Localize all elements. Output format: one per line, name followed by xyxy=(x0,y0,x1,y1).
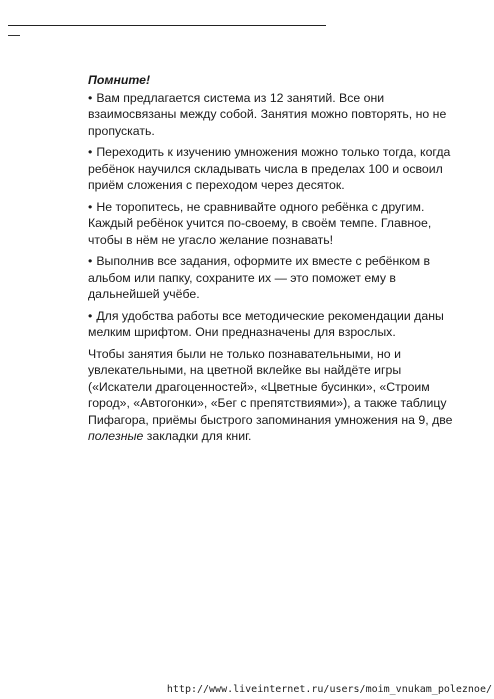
bullet-text-5: Для удобства работы все методические рекомендации даны мелким шрифтом. Они предназначены для взрослых. xyxy=(88,308,444,339)
bullet-icon: • xyxy=(88,254,93,268)
bullet-item-5 xyxy=(88,308,464,341)
footer-url: http://www.liveinternet.ru/users/moim_vnukam_poleznoe/ xyxy=(166,684,492,695)
bullet-item-1 xyxy=(88,90,464,140)
bullet-text-3: Не торопитесь, не сравнивайте одного ребёнка с другим. Каждый ребёнок учится по-своему, в своём темпе. Главное, чтобы в нём не угасло желание познавать! xyxy=(88,199,432,247)
document-body xyxy=(88,72,464,445)
bullet-item-3 xyxy=(88,199,464,249)
bullet-icon: • xyxy=(88,145,93,159)
heading: Помните! xyxy=(88,73,151,87)
bullet-text-1: Вам предлагается система из 12 занятий. Все они взаимосвязаны между собой. Занятия можно повторять, но не пропускать. xyxy=(88,90,447,138)
top-mark xyxy=(8,35,20,36)
bullet-icon: • xyxy=(88,308,93,323)
closing-text-start: Чтобы занятия были не только познавательными, но и увлекательными, на цветной вклейке вы найдёте игры («Искатели драгоценностей», «Цветные бусинки», «Строим город», «Автогонки», «Бег с препятствиями»), а также таблицу Пифагора, приёмы быстрого запоминания умножения на 9, две xyxy=(88,346,453,427)
closing-text-end: закладки для книг. xyxy=(143,429,252,443)
bullet-text-4: Выполнив все задания, оформите их вместе с ребёнком в альбом или папку, сохраните их — это поможет ему в дальнейшей учёбе. xyxy=(88,254,431,301)
bullet-text-2: Переходить к изучению умножения можно только тогда, когда ребёнок научился складывать числа в пределах 100 и освоил приём сложения с переходом через десяток. xyxy=(88,145,451,192)
bullet-item-4 xyxy=(88,253,464,303)
closing-emphasis: полезные xyxy=(88,429,144,443)
bullet-icon: • xyxy=(88,90,93,105)
top-rule xyxy=(8,25,326,26)
bullet-item-2 xyxy=(88,144,464,194)
closing-paragraph xyxy=(88,346,464,445)
bullet-icon: • xyxy=(88,199,93,214)
